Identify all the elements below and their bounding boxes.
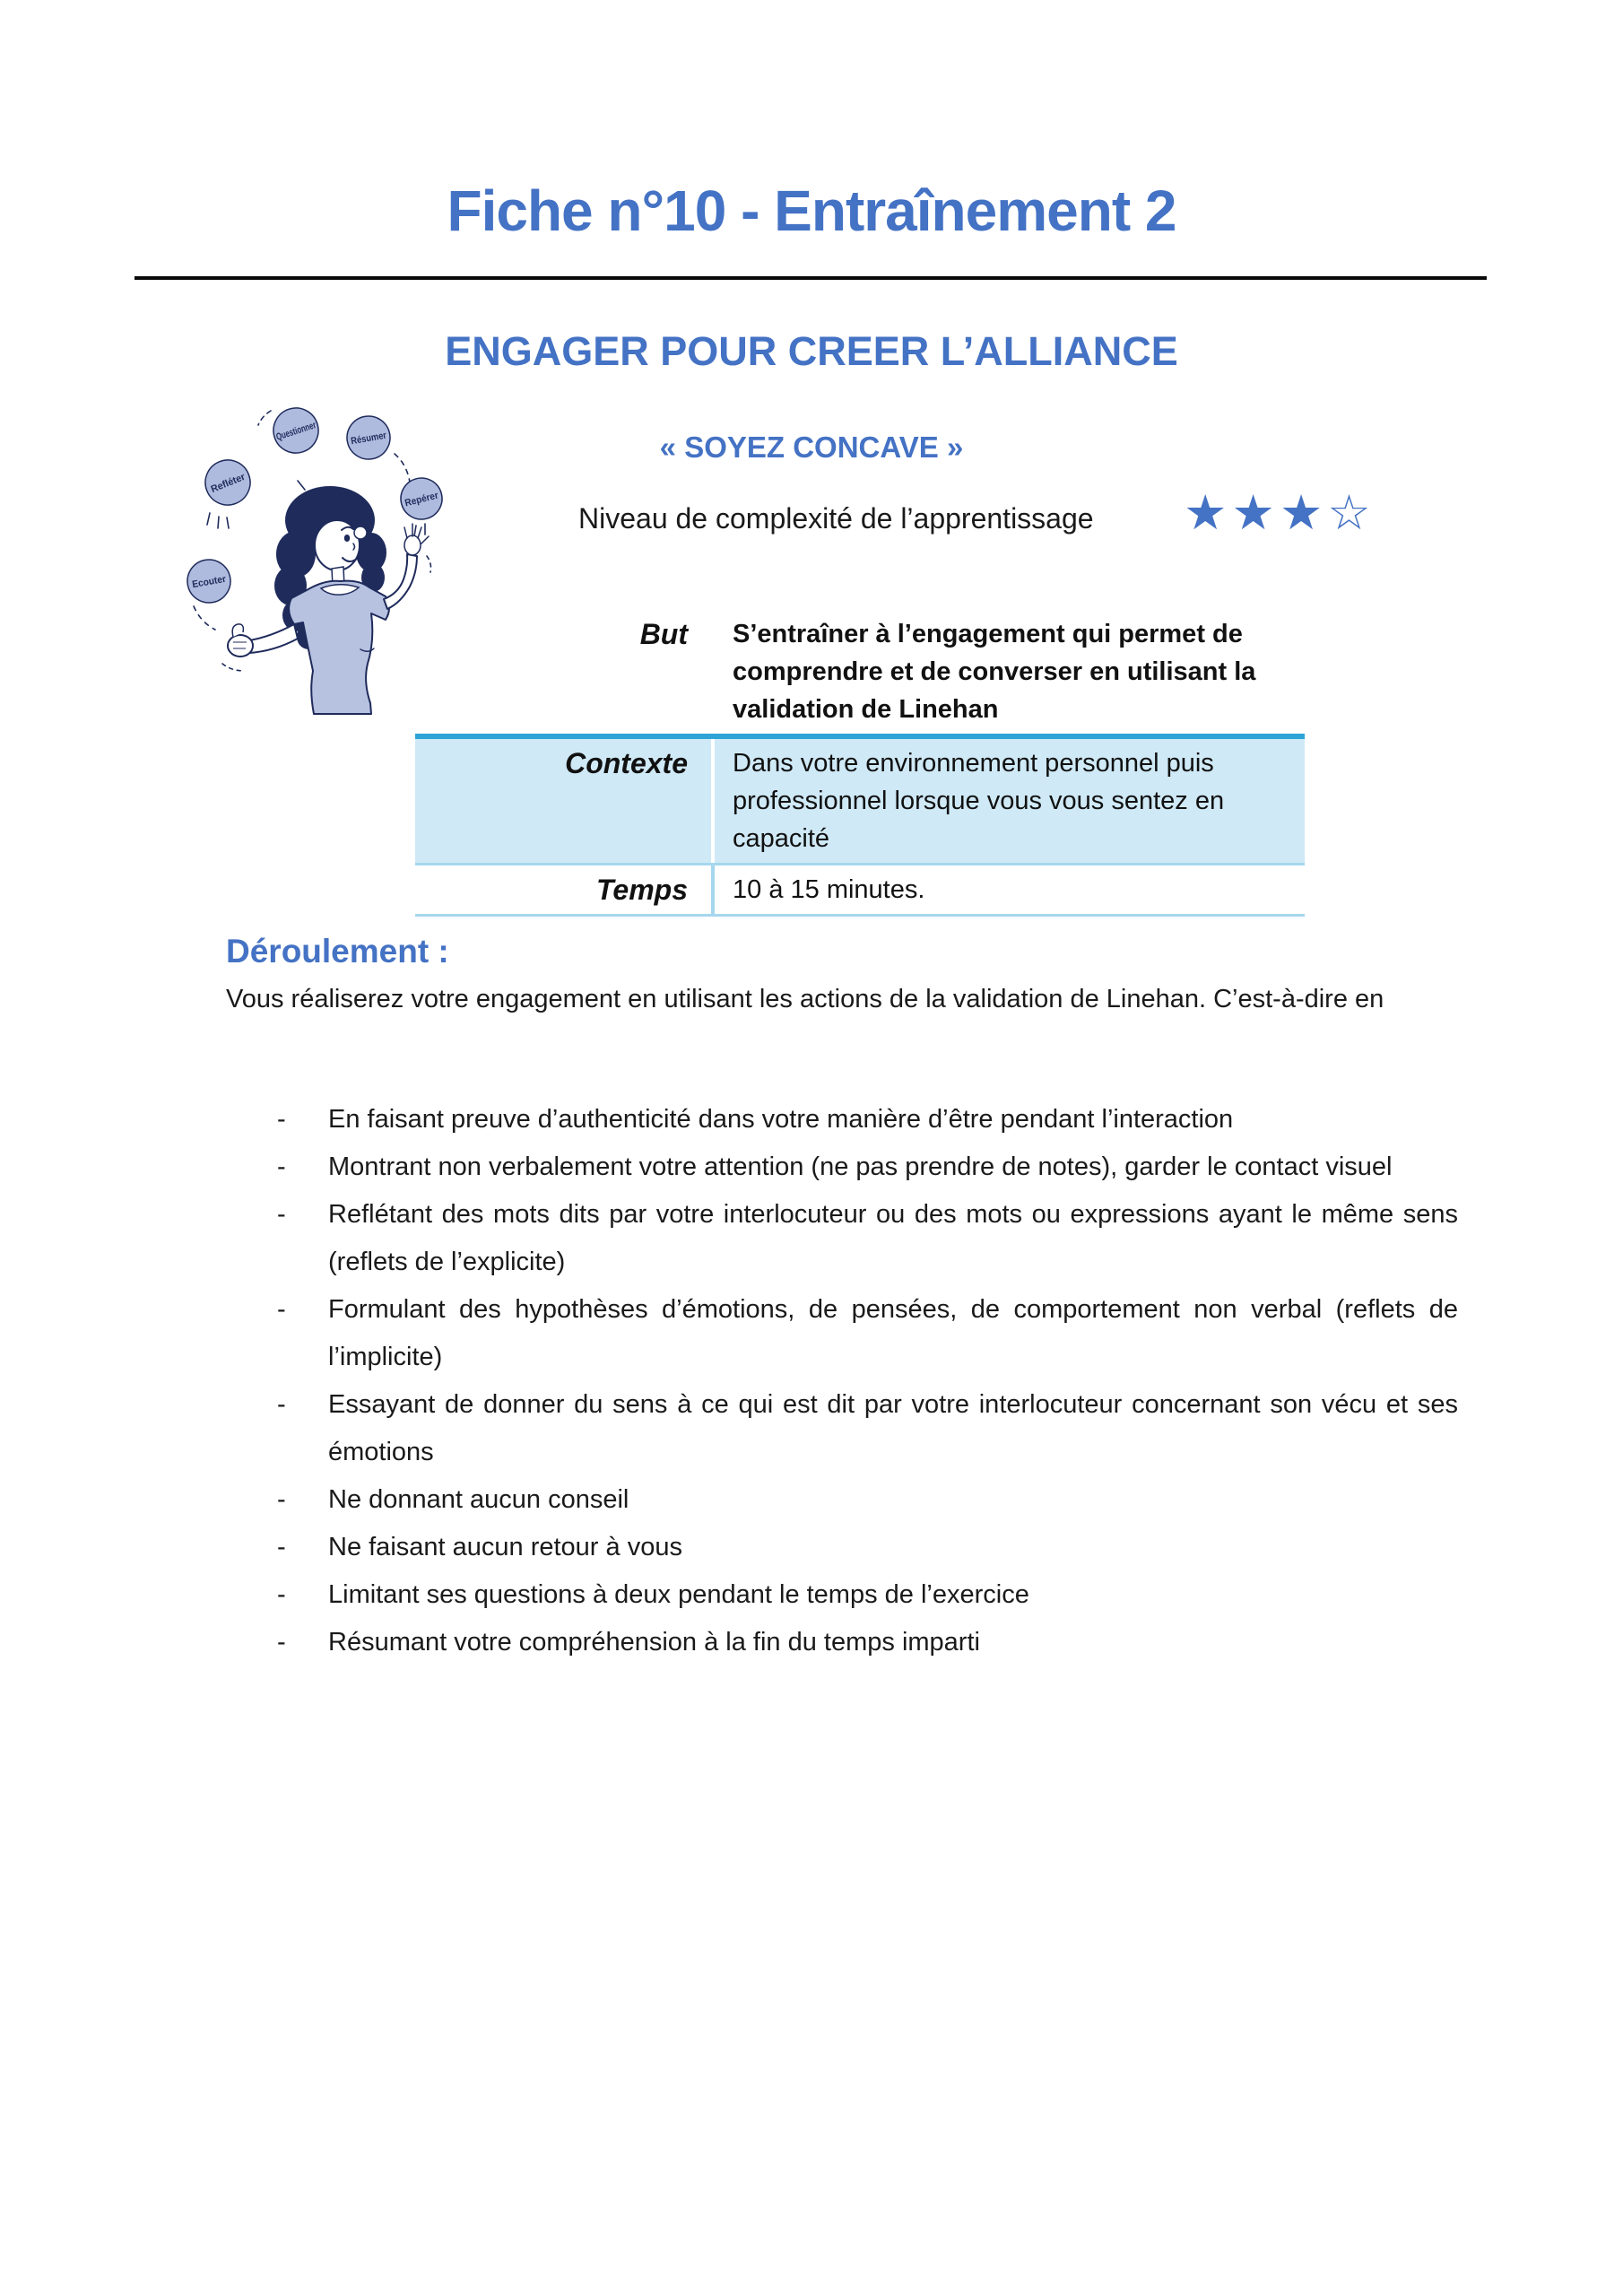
bullet-marker: - xyxy=(277,1152,286,1181)
juggler-svg xyxy=(160,402,459,718)
list-item-text: Essayant de donner du sens à ce qui est dit par votre interlocuteur concernant son vécu et ses émotions xyxy=(328,1390,1458,1466)
list-item-text: En faisant preuve d’authenticité dans votre manière d’être pendant l’interaction xyxy=(328,1105,1234,1134)
list-item xyxy=(226,1476,1458,1524)
page-title: Fiche n°10 - Entraînement 2 xyxy=(447,178,1176,243)
star-filled-icon: ★ xyxy=(1279,486,1328,540)
ball-ecouter xyxy=(184,556,234,606)
deroulement-heading: Déroulement : xyxy=(226,933,449,970)
ball-label: Repérer xyxy=(404,489,443,509)
woman-figure xyxy=(228,486,429,714)
ball-label: Résumer xyxy=(350,429,394,448)
bullet-marker: - xyxy=(277,1295,286,1324)
row-value: 10 à 15 minutes. xyxy=(733,875,925,904)
list-item xyxy=(226,1096,1458,1144)
list-item-text: Ne faisant aucun retour à vous xyxy=(328,1533,682,1561)
eye xyxy=(344,535,350,542)
ball-label: Ecouter xyxy=(191,573,230,591)
list-item xyxy=(226,1524,1458,1571)
ball-questionner xyxy=(267,402,334,458)
list-item xyxy=(226,1286,1458,1381)
star-outline-icon: ☆ xyxy=(1327,486,1376,540)
list-item-text: Reflétant des mots dits par votre interlocuteur ou des mots ou expressions ayant le même sens (reflets de l’explicite) xyxy=(328,1200,1458,1276)
table-row-temps xyxy=(415,865,1305,917)
row-value: S’entraîner à l’engagement qui permet de comprendre et de converser en utilisant la validation de Linehan xyxy=(733,620,1256,724)
hair-curl xyxy=(354,526,367,539)
star-filled-icon: ★ xyxy=(1231,486,1280,540)
bullet-marker: - xyxy=(277,1105,286,1134)
row-label: But xyxy=(639,618,688,650)
list-item xyxy=(226,1191,1458,1286)
bullet-marker: - xyxy=(277,1485,286,1514)
ball-resumer xyxy=(343,413,394,463)
list-item-text: Limitant ses questions à deux pendant le temps de l’exercice xyxy=(328,1580,1029,1609)
bullet-marker: - xyxy=(277,1200,286,1229)
bullet-marker: - xyxy=(277,1628,286,1657)
bullet-marker: - xyxy=(277,1580,286,1609)
bullet-marker: - xyxy=(277,1533,286,1561)
list-item-text: Ne donnant aucun conseil xyxy=(328,1485,629,1514)
list-item-text: Montrant non verbalement votre attention (ne pas prendre de notes), garder le contact visuel xyxy=(328,1152,1393,1181)
list-item xyxy=(226,1571,1458,1619)
deroulement-intro: Vous réaliserez votre engagement en utilisant les actions de la validation de Linehan. C’est-à-dire en xyxy=(226,985,1384,1013)
row-value: Dans votre environnement personnel puis professionnel lorsque vous vous sentez en capacité xyxy=(733,749,1225,853)
section-subheading: « SOYEZ CONCAVE » xyxy=(659,430,964,464)
table-row-contexte xyxy=(415,734,1305,865)
juggler-illustration xyxy=(160,402,459,718)
ball-label: Refléter xyxy=(209,471,248,495)
list-item-text: Résumant votre compréhension à la fin du temps imparti xyxy=(328,1628,980,1657)
section-heading: ENGAGER POUR CREER L’ALLIANCE xyxy=(445,328,1178,374)
deroulement-list xyxy=(226,1096,1458,1666)
list-item xyxy=(226,1381,1458,1476)
ball-reperer xyxy=(396,474,447,524)
table-row-but xyxy=(415,610,1305,734)
list-item-text: Formulant des hypothèses d’émotions, de pensées, de comportement non verbal (reflets de l’implicite) xyxy=(328,1295,1458,1371)
star-filled-icon: ★ xyxy=(1184,486,1232,540)
ball-refleter xyxy=(198,453,256,511)
list-item xyxy=(226,1619,1458,1666)
title-divider xyxy=(135,276,1487,280)
row-label: Contexte xyxy=(565,747,688,779)
list-item xyxy=(226,1144,1458,1191)
fist xyxy=(228,635,253,657)
raised-arm xyxy=(384,554,417,609)
lower-arm xyxy=(249,624,298,653)
ball-label: Questionner xyxy=(274,414,334,443)
bullet-marker: - xyxy=(277,1390,286,1419)
complexity-label: Niveau de complexité de l’apprentissage xyxy=(578,502,1094,535)
complexity-rating xyxy=(1184,484,1376,543)
row-label: Temps xyxy=(596,874,688,906)
info-table xyxy=(415,610,1305,917)
